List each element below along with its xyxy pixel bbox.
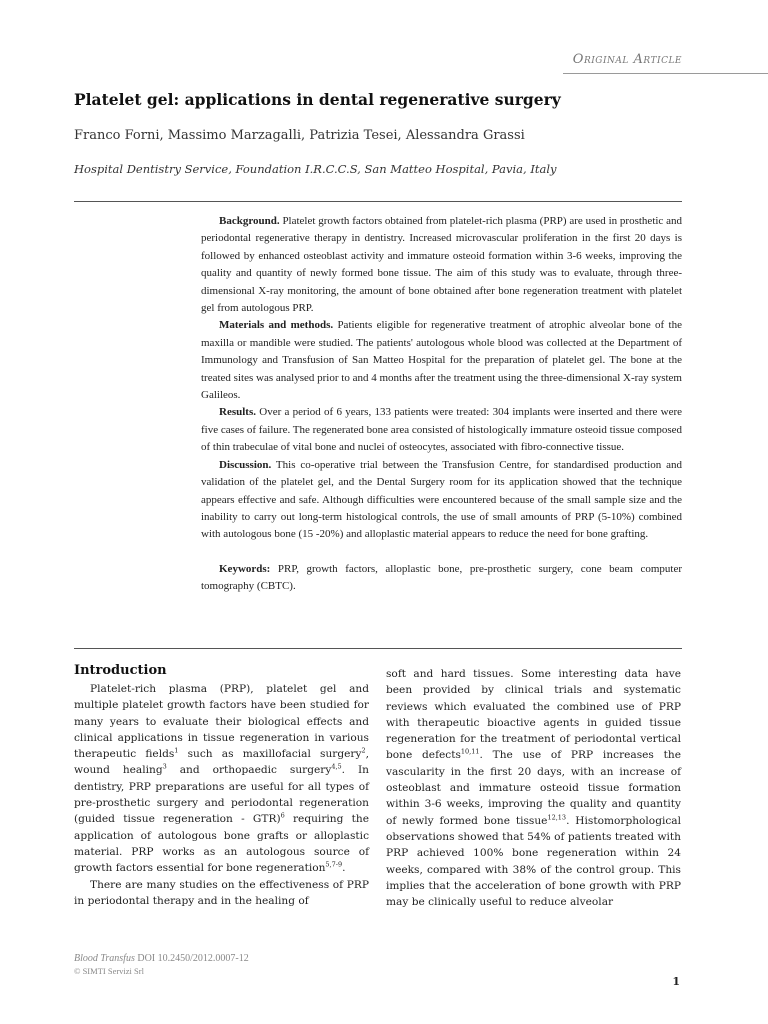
citation-ref: 2 bbox=[361, 746, 366, 755]
intro-paragraph-2: There are many studies on the effectiveness of PRP in periodontal therapy and in the healing of bbox=[74, 878, 369, 907]
copyright-notice: © SIMTI Servizi Srl bbox=[74, 966, 144, 976]
abstract-methods bbox=[201, 317, 682, 404]
author-affiliation: Hospital Dentistry Service, Foundation I.R.C.C.S, San Matteo Hospital, Pavia, Italy bbox=[74, 162, 557, 176]
abstract-background bbox=[201, 213, 682, 317]
intro-paragraph-1 bbox=[74, 681, 369, 877]
page-footer bbox=[74, 953, 249, 977]
journal-citation bbox=[74, 953, 249, 965]
abstract-background-label: Background. bbox=[219, 215, 280, 227]
text-run: . Histomorphological observations showed that 54% of patients treated with PRP achieved 100% bone regeneration within 24 weeks, compared with 38% of the control group. This implies that the acceleration of bone growth with PRP may be clinically useful to reduce alveolar bbox=[386, 814, 681, 909]
abstract-background-text: Platelet growth factors obtained from platelet-rich plasma (PRP) are used in prosthetic and periodontal regenerative therapy in dentistry. Increased microvascular proliferation in the first 20 days is followed by enhanced osteoblast activity and immature osteoid formation within 3-6 weeks, improving the quality and quantity of newly formed bone tissue. The aim of this study was to evaluate, through three-dimensional X-ray monitoring, the amount of bone obtained after bone regeneration treatment with platelet gel from autologous PRP. bbox=[201, 215, 682, 315]
abstract-methods-label: Materials and methods. bbox=[219, 319, 334, 332]
abstract-methods-text: Patients eligible for regenerative treatment of atrophic alveolar bone of the maxilla or mandible were studied. The patients' autologous whole blood was collected at the Department of Immunology and Transfusion of San Matteo Hospital for the preparation of platelet gel. The bone at the treated sites was analysed prior to and 4 months after the treatment using the three-dimensional X-ray system Galileos. bbox=[201, 319, 682, 402]
citation-ref: 12,13 bbox=[547, 813, 567, 822]
text-run: and orthopaedic surgery bbox=[166, 764, 332, 777]
abstract-results-text: Over a period of 6 years, 133 patients were treated: 304 implants were inserted and there were five cases of failure. The regenerated bone area consisted of histologically immature osteoid tissue composed of thin trabeculae of vital bone and nuclei of osteocytes, associated with fibro-connective tissue. bbox=[201, 406, 683, 454]
text-run: . bbox=[342, 862, 346, 875]
journal-name: Blood Transfus bbox=[74, 953, 135, 964]
citation-ref: 4,5 bbox=[331, 762, 342, 771]
text-run: , wound healing bbox=[74, 748, 369, 777]
citation-ref: 3 bbox=[162, 762, 167, 771]
text-run: such as maxillofacial surgery bbox=[178, 748, 362, 761]
abstract-results-label: Results. bbox=[219, 406, 256, 419]
text-run: . The use of PRP increases the vascularity in the first 20 days, with an increase of osteoblast and immature osteoid tissue formation within 3-6 weeks, improving the quality and quantity of newly formed bone tissue bbox=[386, 749, 681, 827]
article-type-label: Original Article bbox=[572, 52, 682, 67]
doi-text: DOI 10.2450/2012.0007-12 bbox=[134, 953, 249, 964]
abstract-bottom-divider bbox=[74, 648, 682, 649]
abstract bbox=[201, 213, 682, 596]
abstract-discussion-label: Discussion. bbox=[219, 458, 272, 471]
abstract-discussion-text: This co-operative trial between the Transfusion Centre, for standardised production and validation of the platelet gel, and the Dental Surgery room for its application showed that the technique appears effective and safe. Although difficulties were encountered because of the small sample size and the inability to carry out long-term histological controls, the use of small amounts of PRP (5-10%) combined with autologous bone (15 -20%) and alloplastic material appears to reduce the need for bone grafting. bbox=[201, 458, 682, 541]
citation-ref: 6 bbox=[280, 811, 285, 820]
citation-ref: 5,7-9 bbox=[325, 860, 343, 869]
section-heading-introduction: Introduction bbox=[74, 663, 167, 678]
text-run: soft and hard tissues. Some interesting data have been provided by clinical trials and systematic reviews which evaluated the combined use of PRP with therapeutic bioactive agents in guided tissue regeneration for the treatment of periodontal vertical bone defects bbox=[386, 668, 681, 762]
citation-ref: 1 bbox=[174, 746, 179, 755]
abstract-results bbox=[201, 404, 682, 456]
author-list: Franco Forni, Massimo Marzagalli, Patrizia Tesei, Alessandra Grassi bbox=[74, 128, 525, 143]
abstract-top-divider bbox=[74, 201, 682, 202]
page-number: 1 bbox=[672, 975, 680, 988]
text-run: . In dentistry, PRP preparations are useful for all types of pre-prosthetic surgery and periodontal regeneration (guided tissue regeneration - GTR) bbox=[74, 764, 369, 826]
intro-paragraph-2-continued bbox=[386, 666, 681, 910]
keywords-label: Keywords: bbox=[219, 562, 271, 575]
article-title: Platelet gel: applications in dental regenerative surgery bbox=[74, 90, 561, 109]
body-column-left bbox=[74, 663, 369, 909]
body-column-right bbox=[386, 666, 681, 910]
text-run: requiring the application of autologous bone grafts or alloplastic material. PRP works as an autologous source of growth factors essential for bone regeneration bbox=[74, 813, 369, 875]
text-run: Platelet-rich plasma (PRP), platelet gel and multiple platelet growth factors have been studied for many years to evaluate their biological effects and clinical applications in tissue regeneration in various therapeutic fields bbox=[74, 683, 369, 761]
citation-ref: 10,11 bbox=[460, 747, 480, 756]
keywords-text: PRP, growth factors, alloplastic bone, pre-prosthetic surgery, cone beam computer tomography (CBTC). bbox=[201, 562, 683, 593]
abstract-discussion bbox=[201, 457, 682, 544]
abstract-keywords bbox=[201, 561, 682, 596]
